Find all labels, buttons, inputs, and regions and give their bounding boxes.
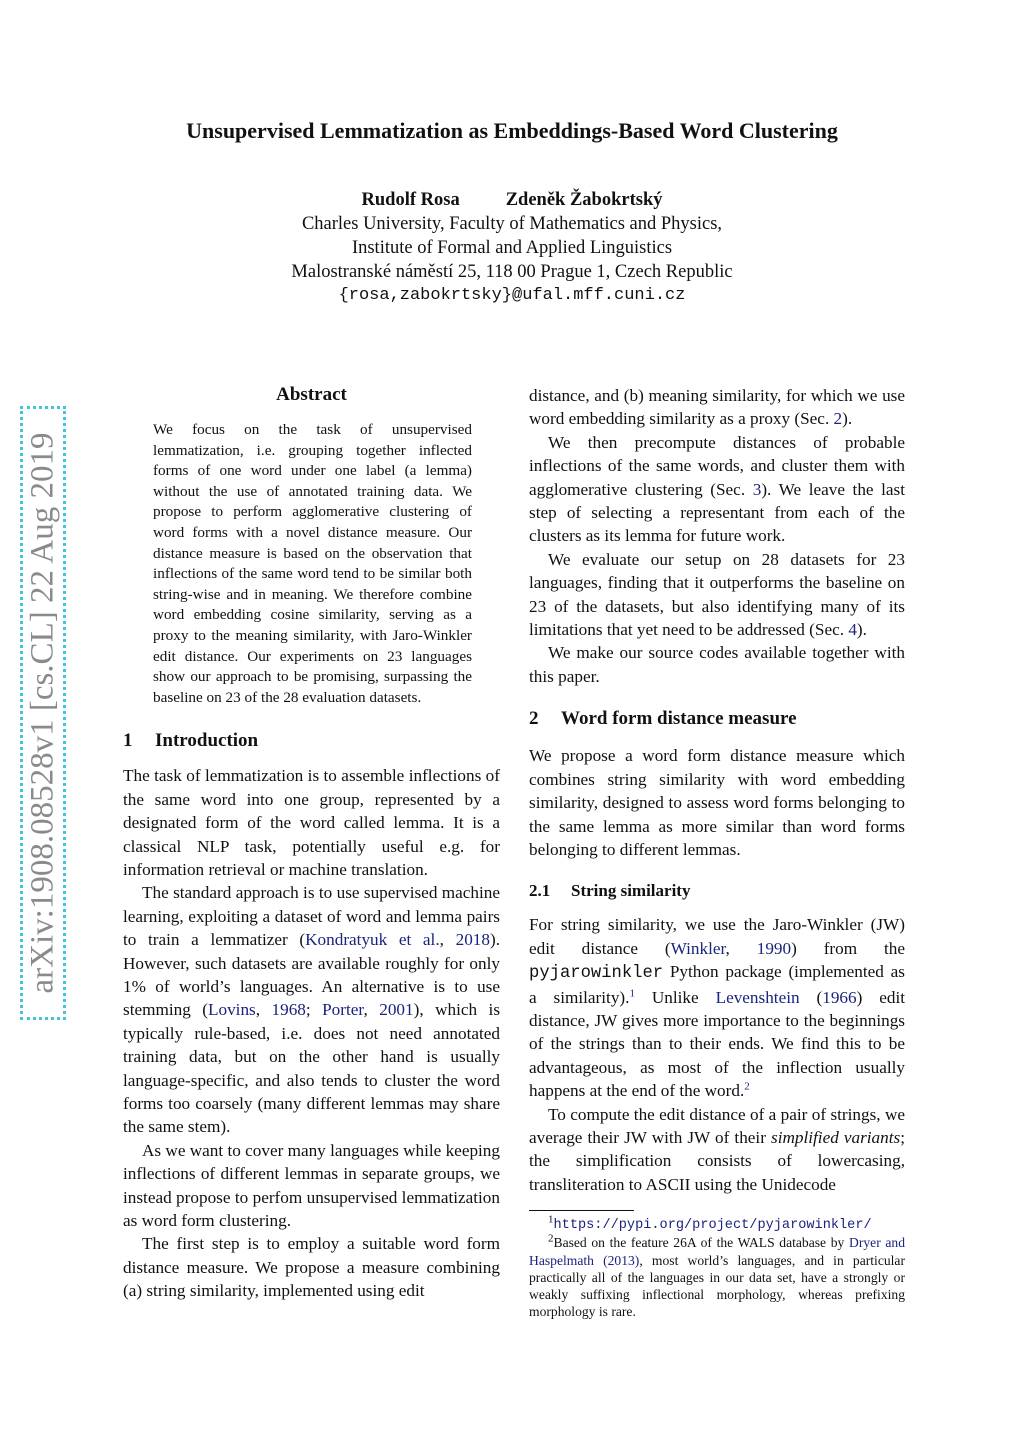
affiliation-line-1: Charles University, Faculty of Mathematics and Physics, xyxy=(301,214,723,234)
intro-paragraph-6: We evaluate our setup on 28 datasets for 23 languages, finding that it outperforms the baseline on 23 of the datasets, but also identifying many of its limitations that yet need to be addressed (Sec. 4). xyxy=(529,549,905,640)
section-2-number: 2 xyxy=(529,708,539,730)
intro-paragraph-1: The task of lemmatization is to assemble inflections of the same word into one group, represented by a designated form of the word called lemma. It is a classical NLP task, potentially useful e.g. for information retrieval or machine translation. xyxy=(123,766,500,879)
citation-lovins[interactable]: Lovins xyxy=(207,1000,256,1020)
citation-levenshtein[interactable]: Levenshtein xyxy=(715,987,800,1007)
section-2-1-number: 2.1 xyxy=(529,881,551,901)
abstract-text: We focus on the task of unsupervised lemmatization, i.e. grouping together inflected forms of one word under one label (a lemma) without the use of annotated training data. We propose to perform agglomerative clustering of word forms with a novel distance measure. Our distance measure is based on the observation that inflections of the same word tend to be similar both string-wise and in meaning. We therefore combine word embedding cosine similarity, serving as a proxy to the meaning similarity, with Jaro-Winkler edit distance. Our experiments on 23 languages show our approach to be promising, surpassing the baseline on 23 of the 28 evaluation datasets. xyxy=(153,421,472,706)
emphasis-simplified-variants: simplified variants xyxy=(771,1127,901,1147)
section-1-number: 1 xyxy=(123,730,133,752)
citation-lovins-year[interactable]: 1968 xyxy=(271,1000,306,1020)
footnote-1-number: 1 xyxy=(548,1213,554,1226)
footnote-1-url[interactable]: https://pypi.org/project/pyjarowinkler/ xyxy=(553,1218,872,1234)
section-2-paragraph: We propose a word form distance measure which combines string similarity with word embedding similarity, designed to assess word forms belonging to the same lemma as more similar than word forms belonging to different lemmas. xyxy=(529,746,905,859)
right-column xyxy=(529,384,905,1320)
footnote-2-number: 2 xyxy=(548,1232,554,1245)
section-ref-4[interactable]: 4 xyxy=(848,620,857,640)
package-name-code: pyjarowinkler xyxy=(529,964,664,984)
section-2-heading xyxy=(529,708,905,730)
section-2-1-heading xyxy=(529,881,905,901)
author-names xyxy=(0,188,1024,212)
citation-kondratyuk-year[interactable]: 2018 xyxy=(455,930,490,950)
affiliation-line-2: Institute of Formal and Applied Linguistics xyxy=(351,238,673,258)
abstract-heading: Abstract xyxy=(276,384,347,405)
string-similarity-paragraph-1: For string similarity, we use the Jaro-Winkler (JW) edit distance (Winkler, 1990) from the pyjarowinkler Python package (implemented as a similarity).$^1$ Unlike Levenshtein (1966) edit distance, JW gives more importance to the beginnings of the strings than to their ends. We find this to be advantageous, as most of the inflection usually happens at the end of the word.$^2$ xyxy=(529,915,906,1101)
intro-paragraph-5: We then precompute distances of probable inflections of the same words, and cluster them with agglomerative clustering (Sec. 3). We leave the last step of selecting a representant from each of the clusters as its lemma for future work. xyxy=(529,432,906,546)
paper-title: Unsupervised Lemmatization as Embeddings-Based Word Clustering xyxy=(186,118,838,143)
arxiv-identifier-text: arXiv:1908.08528v1 [cs.CL] 22 Aug 2019 xyxy=(24,432,61,994)
intro-paragraph-7: We make our source codes available together with this paper. xyxy=(529,643,905,686)
footnote-1 xyxy=(529,1215,905,1234)
author-email: {rosa,zabokrtsky}@ufal.mff.cuni.cz xyxy=(338,286,686,305)
citation-winkler[interactable]: Winkler xyxy=(670,938,726,958)
citation-porter[interactable]: Porter xyxy=(322,1000,364,1020)
string-similarity-paragraph-2: To compute the edit distance of a pair of strings, we average their JW with JW of their simplified variants; the simplification consists of lowercasing, transliteration to ASCII using the Unidecode xyxy=(529,1104,905,1194)
citation-winkler-year[interactable]: 1990 xyxy=(756,938,792,958)
arxiv-identifier-stamp xyxy=(20,406,66,1020)
author-1: Rudolf Rosa xyxy=(361,190,460,210)
author-2: Zdeněk Žabokrtský xyxy=(505,190,663,210)
footnote-1-marker[interactable]: 1 xyxy=(629,986,635,999)
section-1-heading xyxy=(123,730,500,752)
abstract-section xyxy=(123,384,500,708)
footnote-2-marker[interactable]: 2 xyxy=(744,1080,750,1093)
affiliation-line-3: Malostranské náměstí 25, 118 00 Prague 1, Czech Republic xyxy=(291,262,733,282)
intro-paragraph-4: The first step is to employ a suitable word form distance measure. We propose a measure combining (a) string similarity, implemented using edit xyxy=(123,1234,500,1301)
author-block xyxy=(0,188,1024,308)
section-1-title: Introduction xyxy=(155,730,259,752)
citation-dryer-haspelmath[interactable]: Dryer and Haspelmath (2013) xyxy=(529,1235,906,1268)
intro-paragraph-2: The standard approach is to use supervised machine learning, exploiting a dataset of word and lemma pairs to train a lemmatizer (Kondratyuk et al., 2018). However, such datasets are available roughly for only 1% of world’s languages. An alternative is to use stemming (Lovins, 1968; Porter, 2001), which is typically rule-based, i.e. does not need annotated training data, but on the other hand is usually language-specific, and also tends to cluster the word forms too coarsely (many different lemmas may share the same stem). xyxy=(123,883,501,1137)
section-ref-2[interactable]: 2 xyxy=(833,409,843,429)
footnote-separator xyxy=(529,1210,634,1211)
section-2-title: Word form distance measure xyxy=(561,708,797,730)
footnote-2: $^2$Based on the feature 26A of the WALS database by Dryer and Haspelmath (2013), most world’s languages, and in particular practically all of the languages in our data set, have a strongly or weakly suffixing inflectional morphology, whereas prefixing morphology is rare. xyxy=(529,1232,906,1320)
section-ref-3[interactable]: 3 xyxy=(752,479,762,499)
section-2-1-title: String similarity xyxy=(571,881,691,901)
citation-levenshtein-year[interactable]: 1966 xyxy=(822,987,857,1007)
left-column xyxy=(123,384,500,1303)
citation-kondratyuk[interactable]: Kondratyuk et al. xyxy=(305,930,440,950)
citation-porter-year[interactable]: 2001 xyxy=(379,1000,414,1020)
intro-paragraph-3: As we want to cover many languages while keeping inflections of different lemmas in separate groups, we instead propose to perfom unsupervised lemmatization as word form clustering. xyxy=(123,1140,500,1231)
intro-continuation-paragraph: distance, and (b) meaning similarity, for which we use word embedding similarity as a proxy (Sec. 2). xyxy=(529,386,905,429)
